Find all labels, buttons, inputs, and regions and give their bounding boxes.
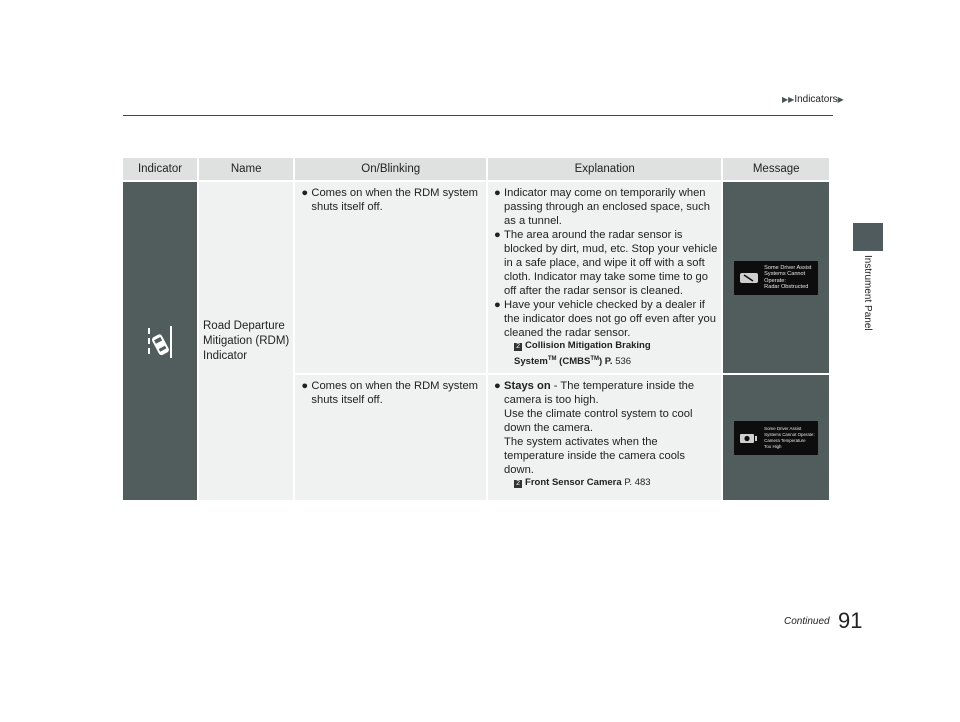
bullet-icon: ● bbox=[301, 380, 309, 393]
radar-sensor-icon bbox=[739, 272, 759, 284]
col-header-on-blinking: On/Blinking bbox=[295, 158, 486, 180]
explanation-cell: ● Stays on - The temperature inside the camera is too high. Use the climate control system to cool down the camera. The system activates when the temperature inside the camera cools down. 2 Front Sensor Camera P. 483 bbox=[488, 375, 721, 500]
camera-icon bbox=[739, 432, 759, 444]
col-header-message: Message bbox=[723, 158, 829, 180]
section-tab bbox=[853, 223, 883, 251]
page-number: 91 bbox=[838, 608, 863, 633]
bullet-icon: ● bbox=[494, 229, 501, 241]
message-text: Some Driver Assist Systems Cannot Operate: Radar Obstructed bbox=[764, 264, 812, 291]
name-line: Indicator bbox=[203, 349, 248, 362]
triangle-right-icon: ▶▶ bbox=[782, 95, 795, 104]
breadcrumb bbox=[782, 94, 844, 105]
section-side-label: Instrument Panel bbox=[862, 255, 873, 331]
table-row bbox=[123, 182, 829, 373]
message-cell bbox=[723, 375, 829, 500]
bullet-icon: ● bbox=[494, 380, 501, 393]
breadcrumb-section: Indicators bbox=[794, 94, 838, 105]
message-cell bbox=[723, 182, 829, 373]
reference-arrow-icon: 2 bbox=[514, 343, 522, 351]
explanation-cell: ● Indicator may come on temporarily when passing through an enclosed space, such as a tunnel. ● The area around the radar sensor is blocked by dirt, mud, etc. Stop your vehicle in a safe place, and wipe it off with a soft cloth. Indicator may take some time to go off after the radar sensor is cleaned. ● Have your vehicle checked by a dealer if the indicator does not go off even after you cleaned the radar sensor. 2 Collision Mitigation Braking System™ (CMBS™) P. 536 bbox=[488, 182, 721, 373]
name-line: Mitigation (RDM) bbox=[203, 334, 290, 347]
on-blinking-cell: ● Comes on when the RDM system shuts itself off. bbox=[295, 182, 486, 373]
bullet-icon: ● bbox=[494, 187, 501, 199]
name-cell bbox=[199, 182, 293, 500]
on-blinking-cell: ● Comes on when the RDM system shuts itself off. bbox=[295, 375, 486, 500]
col-header-explanation: Explanation bbox=[488, 158, 721, 180]
header-rule bbox=[123, 115, 833, 116]
bullet-icon: ● bbox=[301, 187, 309, 199]
reference-arrow-icon: 2 bbox=[514, 480, 522, 488]
name-line: Road Departure bbox=[203, 319, 285, 332]
triangle-right-icon: ▶ bbox=[837, 95, 844, 104]
message-display bbox=[734, 261, 818, 295]
road-departure-mitigation-icon bbox=[145, 324, 175, 362]
continued-label: Continued bbox=[784, 616, 830, 627]
col-header-name: Name bbox=[199, 158, 293, 180]
cross-reference-link[interactable]: 2 Front Sensor Camera P. 483 bbox=[494, 477, 717, 490]
indicator-table bbox=[121, 156, 831, 502]
indicator-cell bbox=[123, 182, 197, 500]
bullet-icon: ● bbox=[494, 299, 501, 311]
col-header-indicator: Indicator bbox=[123, 158, 197, 180]
cross-reference-link[interactable]: 2 Collision Mitigation Braking System™ (CMBS™) P. 536 bbox=[514, 340, 651, 367]
message-display bbox=[734, 421, 818, 455]
message-text: Some Driver Assist Systems Cannot Operate: Camera Temperature Too High bbox=[764, 425, 815, 449]
